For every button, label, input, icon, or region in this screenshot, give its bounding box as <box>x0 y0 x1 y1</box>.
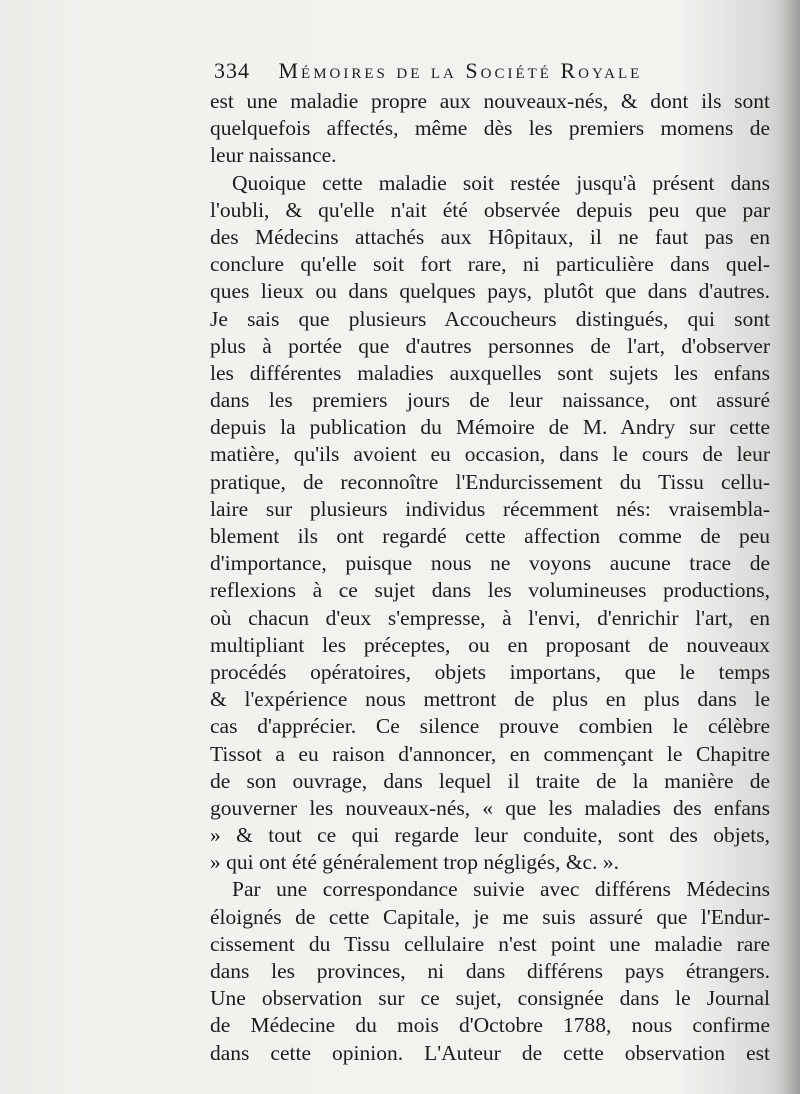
text-line: les différentes maladies auxquelles sont sujets les enfans <box>210 360 770 385</box>
text-line: d'importance, puisque nous ne voyons aucune trace de <box>210 551 770 576</box>
text-line: depuis la publication du Mémoire de M. Andry sur cette <box>210 415 770 440</box>
running-head <box>214 58 770 84</box>
text-line: éloignés de cette Capitale, je me suis assuré que l'Endur- <box>210 904 770 929</box>
text-line: ques lieux ou dans quelques pays, plutôt que dans d'autres. <box>210 279 770 304</box>
text-line: cissement du Tissu cellulaire n'est point une maladie rare <box>210 931 770 956</box>
text-line: reflexions à ce sujet dans les volumineuses productions, <box>210 578 770 603</box>
text-line: procédés opératoires, objets importans, que le temps <box>210 659 770 684</box>
text-line: plus à portée que d'autres personnes de l'art, d'observer <box>210 333 770 358</box>
text-line: de son ouvrage, dans lequel il traite de la manière de <box>210 768 770 793</box>
text-line: laire sur plusieurs individus récemment nés: vraisembla- <box>210 496 770 521</box>
running-title: Mémoires de la Société Royale <box>278 58 643 83</box>
text-line: quelquefois affectés, même dès les premiers momens de <box>210 116 770 141</box>
text-line: matière, qu'ils avoient eu occasion, dans le cours de leur <box>210 442 770 467</box>
page-number: 334 <box>214 58 250 83</box>
text-line: conclure qu'elle soit fort rare, ni particulière dans quel- <box>210 252 770 277</box>
text-line: cas d'apprécier. Ce silence prouve combien le célèbre <box>210 714 770 739</box>
text-line: » qui ont été généralement trop négligés, &c. ». <box>210 850 619 875</box>
body-text <box>210 88 770 1067</box>
text-line: Quoique cette maladie soit restée jusqu'à présent dans <box>232 170 770 195</box>
text-line: blement ils ont regardé cette affection comme de peu <box>210 524 770 548</box>
text-line: Une observation sur ce sujet, consignée dans le Journal <box>210 986 770 1011</box>
text-line: l'oubli, & qu'elle n'ait été observée depuis peu que par <box>210 197 770 222</box>
text-line: Je sais que plusieurs Accoucheurs distingués, qui sont <box>210 306 770 331</box>
text-line: dans cette opinion. L'Auteur de cette observation est <box>210 1040 770 1065</box>
text-line: pratique, de reconnoître l'Endurcissement du Tissu cellu- <box>210 469 770 494</box>
text-line: & l'expérience nous mettront de plus en plus dans le <box>210 687 770 712</box>
text-line: où chacun d'eux s'empresse, à l'envi, d'enrichir l'art, en <box>210 605 770 630</box>
text-line: des Médecins attachés aux Hôpitaux, il ne faut pas en <box>210 224 770 249</box>
text-line: de Médecine du mois d'Octobre 1788, nous confirme <box>210 1013 770 1038</box>
page-edge-shadow <box>782 0 800 1094</box>
text-line: multipliant les préceptes, ou en proposant de nouveaux <box>210 632 770 657</box>
text-line: gouverner les nouveaux-nés, « que les maladies des enfans <box>210 795 770 820</box>
text-line: dans les premiers jours de leur naissance, ont assuré <box>210 388 770 413</box>
text-line: » & tout ce qui regarde leur conduite, sont des objets, <box>210 823 770 848</box>
text-line: leur naissance. <box>210 143 337 168</box>
text-line: dans les provinces, ni dans différens pays étrangers. <box>210 959 770 983</box>
text-line: Par une correspondance suivie avec différens Médecins <box>232 877 770 902</box>
text-line: Tissot a eu raison d'annoncer, en commençant le Chapitre <box>210 741 770 766</box>
text-line: est une maladie propre aux nouveaux-nés, & dont ils sont <box>210 89 770 113</box>
